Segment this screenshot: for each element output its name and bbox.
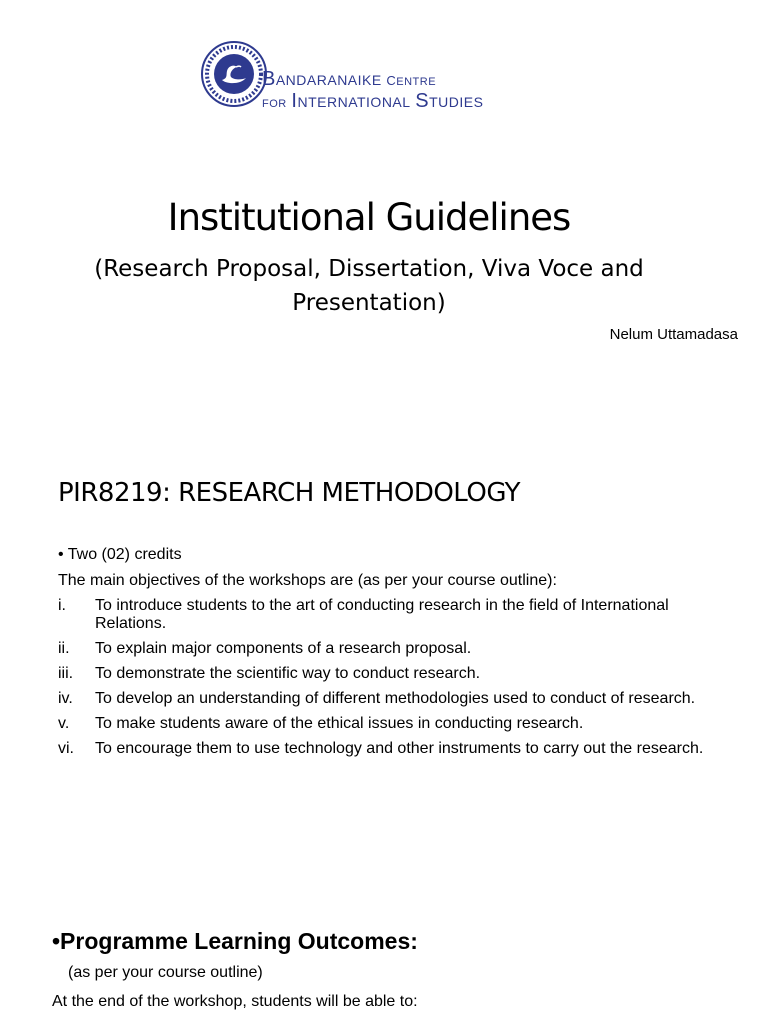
list-item-number: iv. [58,690,73,707]
credits-bullet: • Two (02) credits [58,546,182,563]
list-item-number: iii. [58,665,74,682]
list-item [58,665,738,683]
list-item [58,740,738,758]
objectives-intro: The main objectives of the workshops are (as per your course outline): [58,572,557,589]
outcomes-heading: •Programme Learning Outcomes: [52,928,418,954]
page-title: Institutional Guidelines [167,196,571,239]
swan-seal-icon [200,40,268,108]
objectives-list [58,597,738,765]
list-item-number: v. [58,715,70,732]
list-item-text: To make students aware of the ethical issues in conducting research. [95,715,584,732]
logo-wordmark [262,70,483,114]
page-subtitle: (Research Proposal, Dissertation, Viva Voce and Presentation) [94,256,644,316]
list-item-text: To develop an understanding of different methodologies used to conduct of research. [95,690,696,707]
list-item-text: To demonstrate the scientific way to conduct research. [95,665,481,682]
list-item [58,690,738,708]
outcomes-intro: At the end of the workshop, students will be able to: [52,993,418,1010]
list-item-number: vi. [58,740,74,757]
outcomes-note: (as per your course outline) [68,964,263,981]
list-item [58,597,738,633]
list-item-number: i. [58,597,66,614]
author-name: Nelum Uttamadasa [609,326,738,343]
list-item [58,715,738,733]
list-item [58,640,738,658]
list-item-text: To introduce students to the art of conducting research in the field of International Relations. [95,597,669,632]
list-item-text: To explain major components of a research proposal. [95,640,472,657]
list-item-number: ii. [58,640,70,657]
institution-logo [200,40,530,112]
course-title: PIR8219: RESEARCH METHODOLOGY [58,478,521,508]
logo-line-2: FOR INTERNATIONAL STUDIES [262,90,484,112]
logo-line-1: BANDARANAIKE CENTRE [262,68,437,90]
list-item-text: To encourage them to use technology and other instruments to carry out the research. [95,740,704,757]
